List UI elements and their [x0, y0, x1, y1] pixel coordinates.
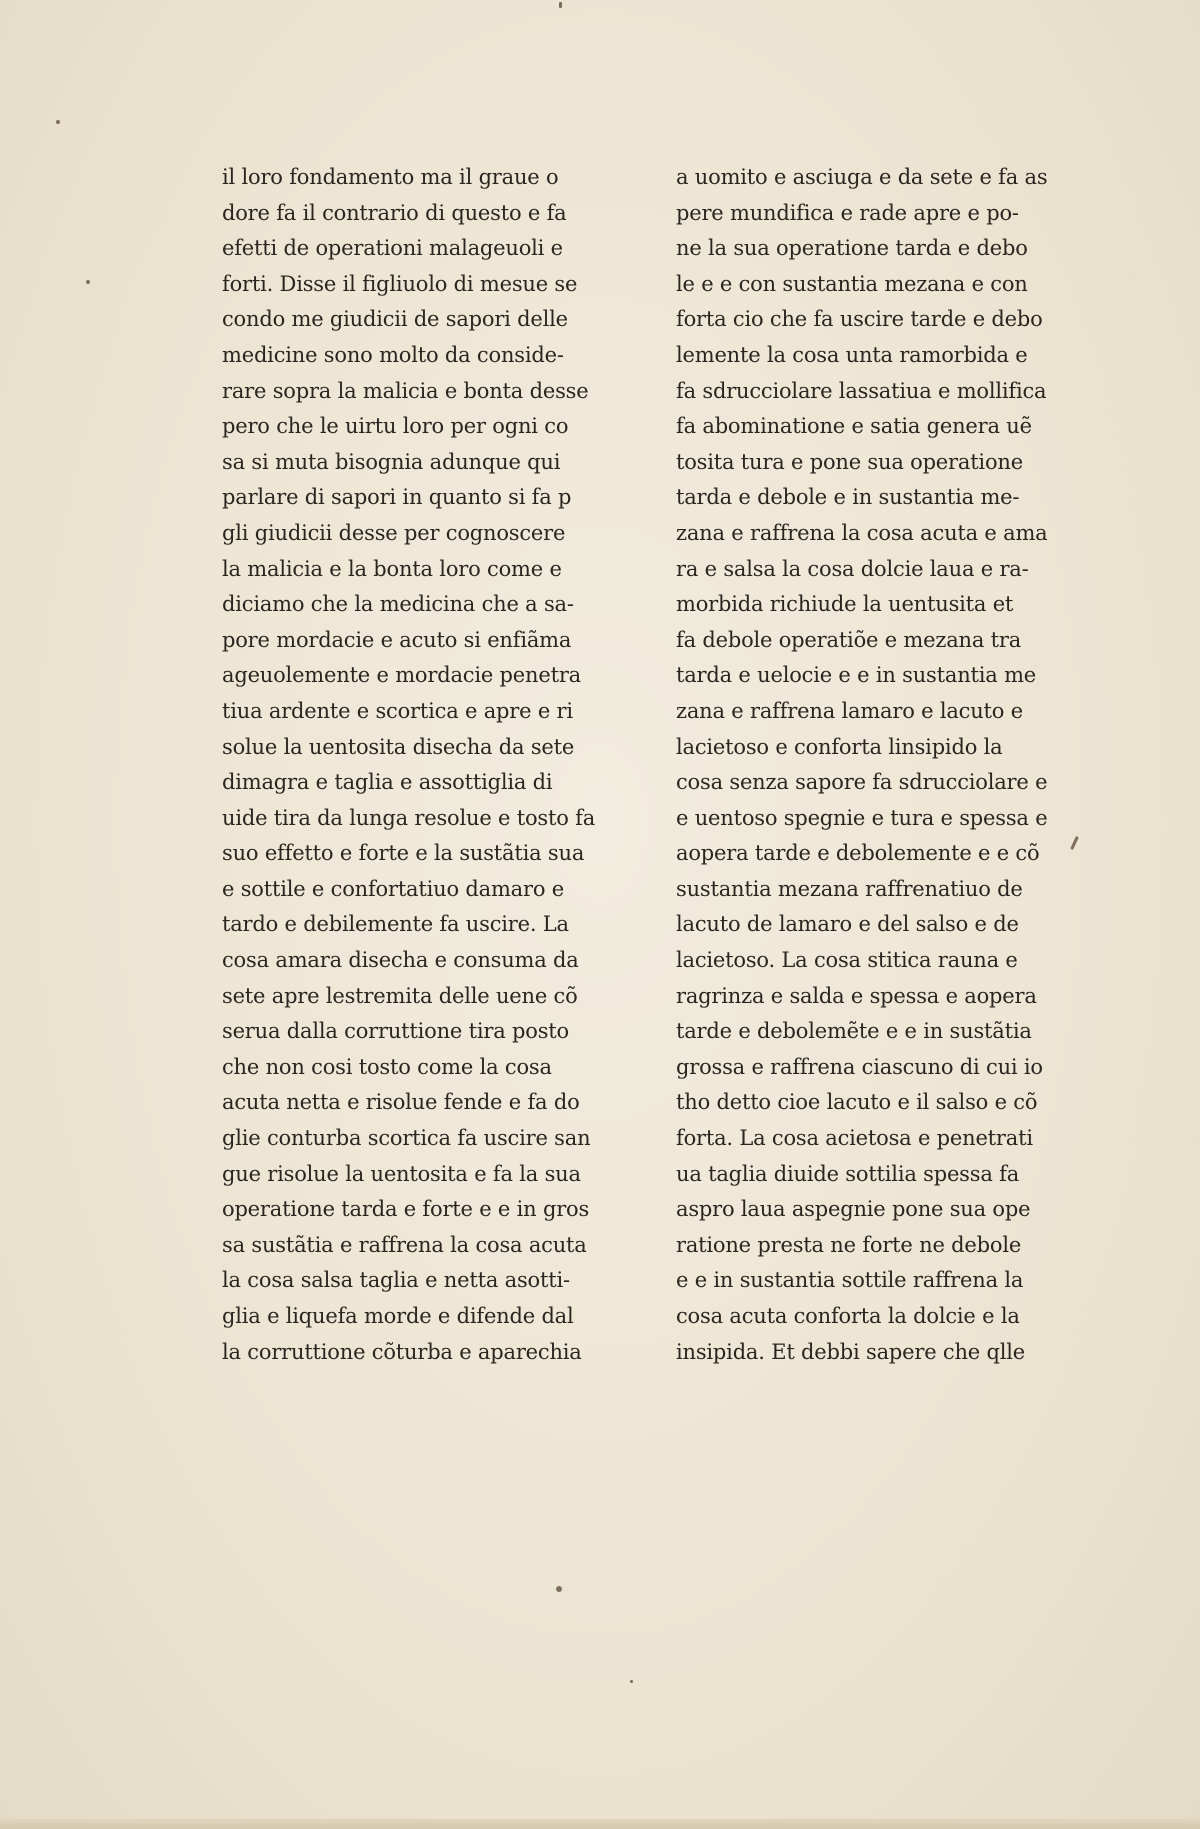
text-line: grossa e raffrena ciascuno di cui io [676, 1054, 1043, 1079]
text-line: tiua ardente e scortica e apre e ri [222, 698, 573, 723]
text-line: zana e raffrena la cosa acuta e ama [676, 520, 1048, 545]
text-line: diciamo che la medicina che a sa- [222, 592, 574, 617]
ink-speck [630, 1680, 633, 1683]
text-line: uide tira da lunga resolue e tosto fa [222, 805, 596, 830]
text-line: glie conturba scortica fa uscire san [222, 1126, 591, 1151]
text-line: la corruttione cõturba e aparechia [222, 1339, 582, 1364]
text-line: che non cosi tosto come la cosa [222, 1054, 552, 1079]
text-line: medicine sono molto da conside- [222, 342, 564, 367]
ink-speck [559, 2, 562, 8]
text-line: sa sustãtia e raffrena la cosa acuta [222, 1232, 587, 1257]
text-line: cosa amara disecha e consuma da [222, 948, 579, 973]
ink-speck [86, 280, 90, 284]
text-line: e sottile e confortatiuo damaro e [222, 876, 564, 901]
ink-speck [56, 120, 60, 124]
text-line: lacuto de lamaro e del salso e de [676, 912, 1019, 937]
text-line: forta. La cosa acietosa e penetrati [676, 1126, 1033, 1151]
text-line: ageuolemente e mordacie penetra [222, 663, 581, 688]
text-line: pere mundifica e rade apre e po- [676, 200, 1019, 225]
text-line: condo me giudicii de sapori delle [222, 307, 568, 332]
ink-speck [1070, 836, 1079, 850]
text-line: parlare di sapori in quanto si fa p [222, 485, 572, 510]
text-line: e e in sustantia sottile raffrena la [676, 1268, 1024, 1293]
text-line: rare sopra la malicia e bonta desse [222, 378, 589, 403]
text-line: lacietoso. La cosa stitica rauna e [676, 948, 1018, 973]
text-line: ne la sua operatione tarda e debo [676, 236, 1028, 261]
text-line: la malicia e la bonta loro come e [222, 556, 562, 581]
page-bottom-edge [0, 1819, 1200, 1829]
text-line: cosa acuta conforta la dolcie e la [676, 1304, 1020, 1328]
text-line: ratione presta ne forte ne debole [676, 1232, 1022, 1257]
right-text-column [676, 160, 1066, 1370]
text-line: fa abominatione e satia genera uẽ [676, 414, 1032, 439]
text-line: gue risolue la uentosita e fa la sua [222, 1161, 581, 1186]
text-line: ra e salsa la cosa dolcie laua e ra- [676, 556, 1029, 581]
text-line: a uomito e asciuga e da sete e fa as [676, 165, 1048, 189]
text-line: efetti de operationi malageuoli e [222, 236, 563, 261]
text-line: pore mordacie e acuto si enfiãma [222, 627, 572, 652]
text-line: la cosa salsa taglia e netta asotti- [222, 1268, 570, 1293]
text-line: e uentoso spegnie e tura e spessa e [676, 805, 1048, 830]
ink-speck [556, 1586, 562, 1592]
text-line: tardo e debilemente fa uscire. La [222, 912, 569, 937]
text-line: cosa senza sapore fa sdrucciolare e [676, 770, 1048, 795]
text-line: tosita tura e pone sua operatione [676, 449, 1023, 474]
text-line: sa si muta bisognia adunque qui [222, 449, 561, 474]
text-line: lacietoso e conforta linsipido la [676, 734, 1003, 759]
text-line: sete apre lestremita delle uene cõ [222, 983, 578, 1008]
text-line: forta cio che fa uscire tarde e debo [676, 307, 1043, 332]
text-line: fa debole operatiõe e mezana tra [676, 627, 1022, 652]
text-line: dore fa il contrario di questo e fa [222, 200, 567, 225]
text-line: sustantia mezana raffrenatiuo de [676, 876, 1023, 901]
text-line: lemente la cosa unta ramorbida e [676, 342, 1028, 367]
text-line: aopera tarde e debolemente e e cõ [676, 841, 1040, 866]
text-line: pero che le uirtu loro per ogni co [222, 414, 569, 439]
text-line: glia e liquefa morde e difende dal [222, 1304, 574, 1328]
text-line: tho detto cioe lacuto e il salso e cõ [676, 1090, 1038, 1115]
text-line: solue la uentosita disecha da sete [222, 734, 575, 759]
text-line: le e e con sustantia mezana e con [676, 271, 1028, 296]
text-line: aspro laua aspegnie pone sua ope [676, 1197, 1031, 1222]
text-line: acuta netta e risolue fende e fa do [222, 1090, 580, 1115]
text-line: operatione tarda e forte e e in gros [222, 1197, 590, 1222]
text-line: gli giudicii desse per cognoscere [222, 520, 566, 545]
text-line: suo effetto e forte e la sustãtia sua [222, 841, 585, 866]
text-line: il loro fondamento ma il graue o [222, 165, 559, 189]
left-text-column [222, 160, 612, 1370]
text-line: zana e raffrena lamaro e lacuto e [676, 698, 1023, 723]
text-line: ua taglia diuide sottilia spessa fa [676, 1161, 1020, 1186]
text-line: tarda e debole e in sustantia me- [676, 485, 1020, 510]
text-line: tarde e debolemẽte e e in sustãtia [676, 1019, 1032, 1044]
text-line: forti. Disse il figliuolo di mesue se [222, 271, 578, 296]
text-line: morbida richiude la uentusita et [676, 592, 1014, 617]
text-line: serua dalla corruttione tira posto [222, 1019, 569, 1044]
text-line: insipida. Et debbi sapere che qlle [676, 1339, 1026, 1364]
text-line: tarda e uelocie e e in sustantia me [676, 663, 1037, 688]
text-line: ragrinza e salda e spessa e aopera [676, 983, 1037, 1008]
text-line: fa sdrucciolare lassatiua e mollifica [676, 378, 1047, 403]
text-line: dimagra e taglia e assottiglia di [222, 770, 553, 795]
